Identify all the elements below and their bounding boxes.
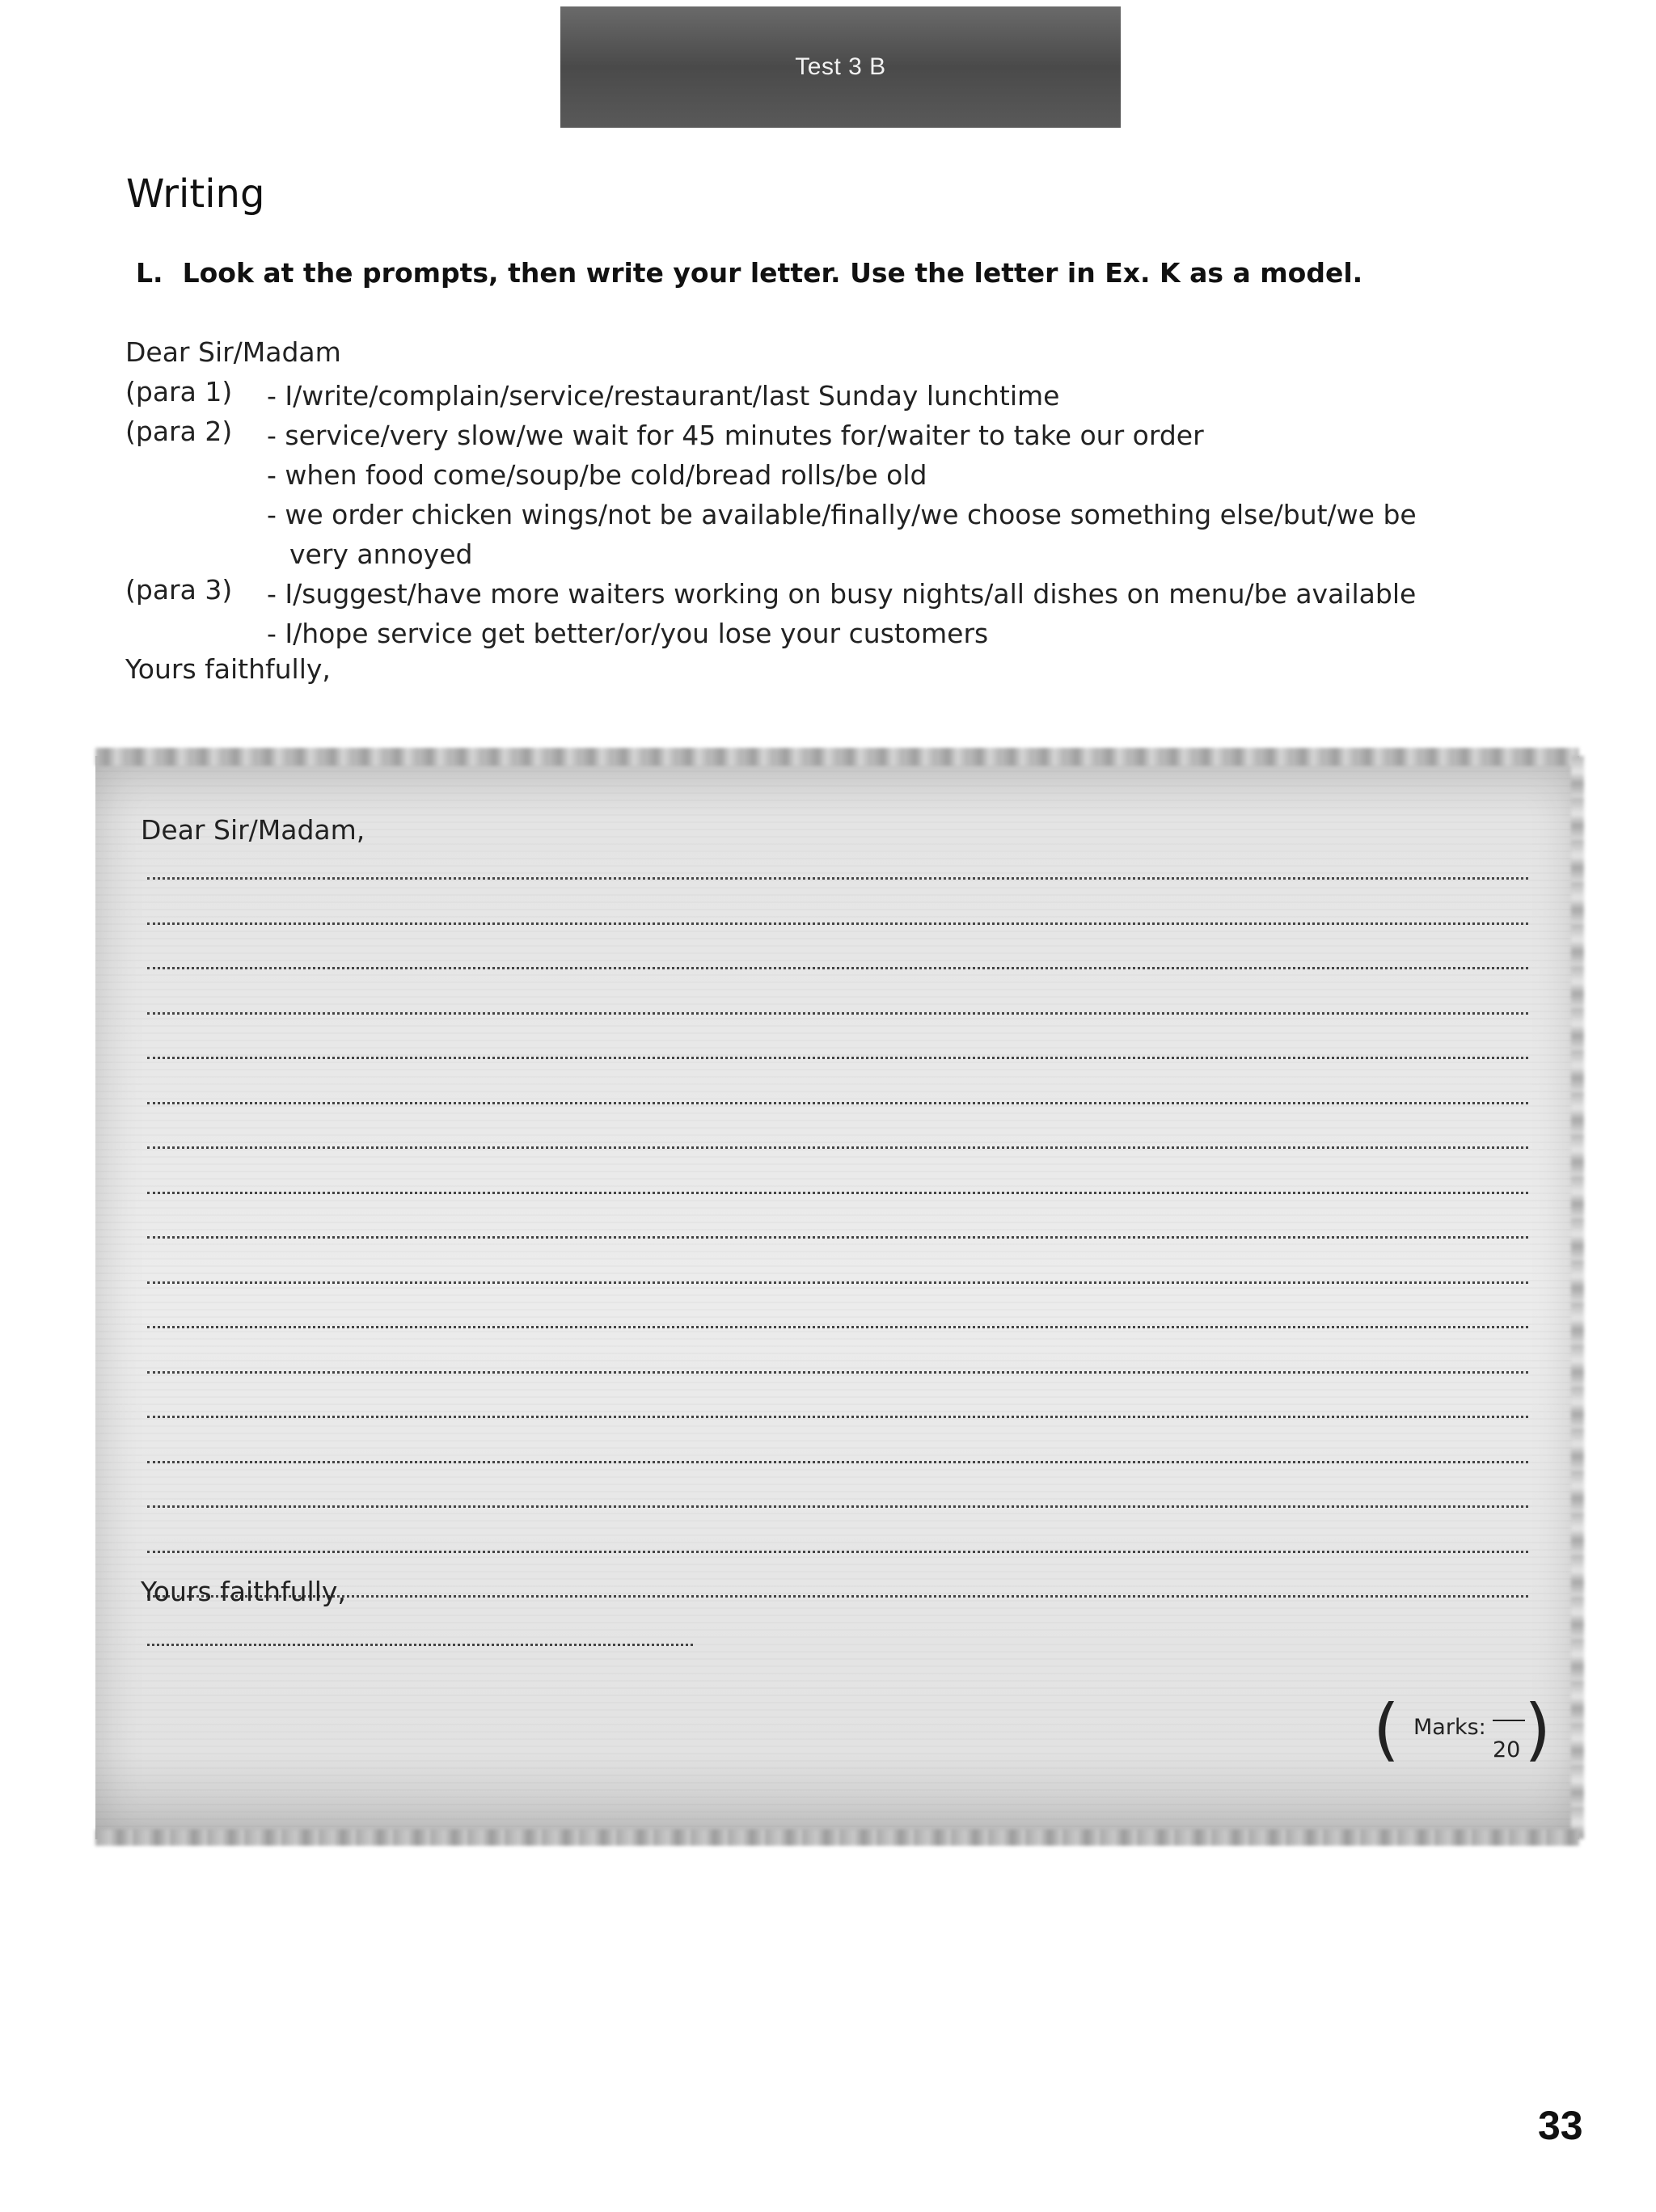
writing-line[interactable] [147, 1371, 1528, 1374]
writing-line[interactable] [147, 1326, 1528, 1328]
right-bracket: ) [1524, 1690, 1551, 1769]
exercise-instruction [136, 257, 1362, 289]
test-header-band [560, 6, 1121, 128]
para-label: (para 1) [125, 376, 233, 407]
writing-line[interactable] [147, 967, 1528, 969]
exercise-letter: L. [136, 257, 163, 289]
writing-line[interactable] [147, 1192, 1528, 1194]
torn-edge-right [1571, 756, 1584, 1839]
writing-line[interactable] [147, 1461, 1528, 1463]
marks-box [1373, 1690, 1551, 1791]
marks-total: 20 [1493, 1737, 1521, 1762]
writing-line[interactable] [147, 1236, 1528, 1239]
writing-line[interactable] [147, 1012, 1528, 1015]
prompt-line: - I/write/complain/service/restaurant/last Sunday lunchtime [267, 380, 1060, 412]
writing-line[interactable] [147, 1551, 1528, 1553]
writing-line[interactable] [147, 1102, 1528, 1104]
writing-line[interactable] [147, 1146, 1528, 1149]
writing-line[interactable] [147, 1057, 1528, 1059]
letter-greeting: Dear Sir/Madam, [141, 814, 365, 846]
writing-line[interactable] [147, 1505, 1528, 1508]
prompt-line: - I/hope service get better/or/you lose your customers [267, 618, 989, 649]
prompt-line: - service/very slow/we wait for 45 minutes for/waiter to take our order [267, 420, 1204, 451]
marks-fraction-bar [1493, 1720, 1525, 1721]
prompt-line: very annoyed [289, 538, 473, 570]
prompt-line: - I/suggest/have more waiters working on busy nights/all dishes on menu/be available [267, 578, 1417, 610]
torn-edge-bottom [95, 1830, 1579, 1846]
para-label: (para 3) [125, 574, 233, 606]
writing-line[interactable] [147, 1595, 1528, 1598]
exercise-instruction-text: Look at the prompts, then write your letter. Use the letter in Ex. K as a model. [182, 257, 1363, 289]
prompt-line: - we order chicken wings/not be available/finally/we choose something else/but/we be [267, 499, 1417, 530]
letter-writing-area [95, 756, 1579, 1839]
prompt-line: - when food come/soup/be cold/bread rolls/be old [267, 459, 927, 491]
para-label: (para 2) [125, 416, 233, 447]
prompt-closing: Yours faithfully, [125, 653, 331, 685]
letter-closing: Yours faithfully, [141, 1576, 346, 1607]
torn-edge-top [95, 748, 1579, 766]
section-title: Writing [126, 171, 265, 217]
writing-line[interactable] [147, 922, 1528, 925]
signature-line[interactable] [147, 1644, 693, 1646]
prompt-greeting: Dear Sir/Madam [125, 336, 341, 368]
writing-line[interactable] [147, 877, 1528, 880]
writing-line[interactable] [147, 1416, 1528, 1418]
left-bracket: ( [1373, 1690, 1400, 1769]
writing-line[interactable] [147, 1281, 1528, 1284]
marks-label: Marks: [1413, 1715, 1486, 1740]
page-number: 33 [1538, 2103, 1583, 2148]
test-label: Test 3 B [795, 53, 886, 80]
